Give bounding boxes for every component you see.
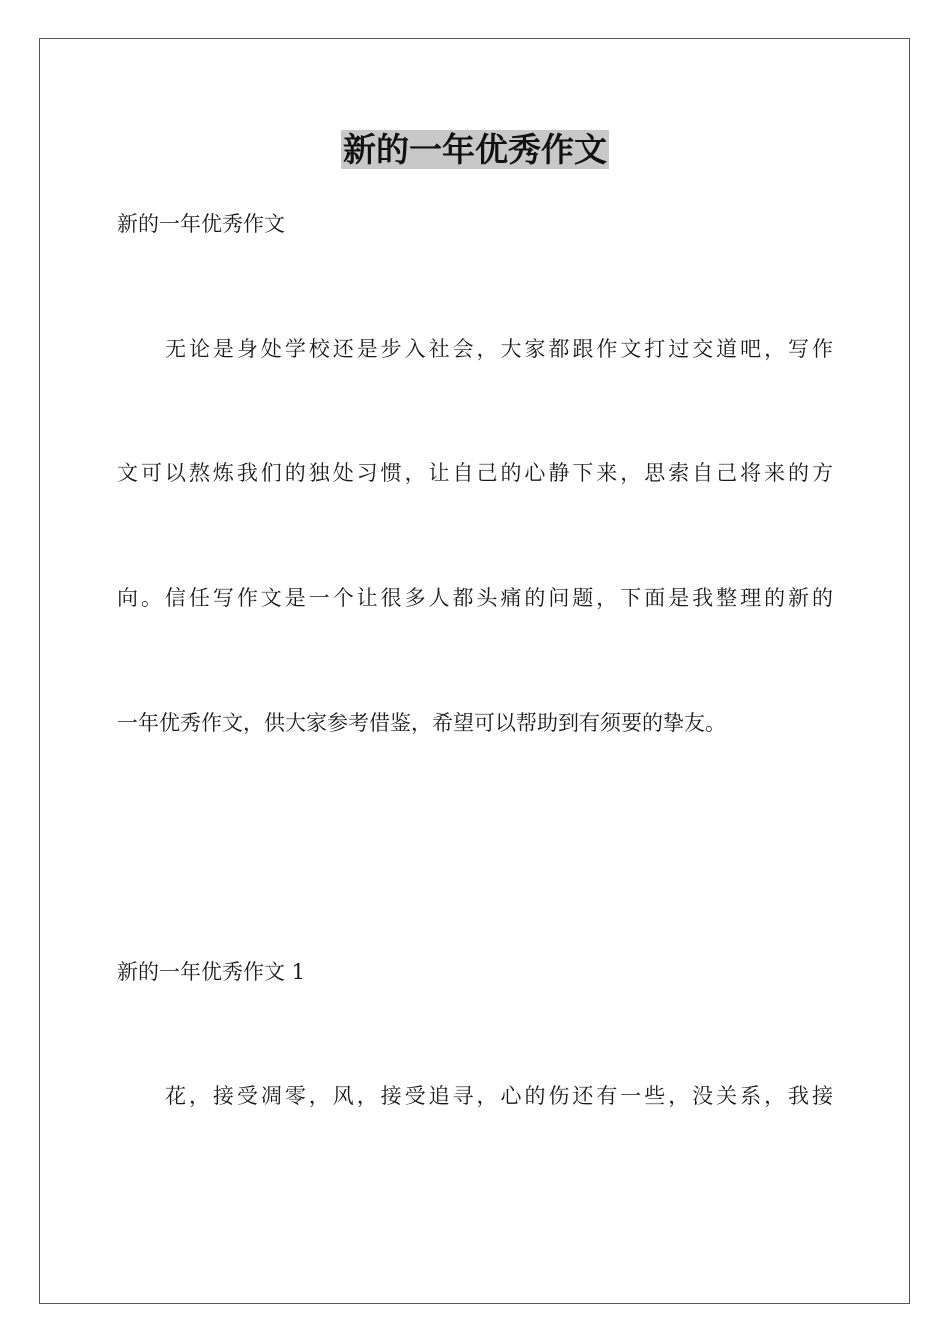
document-title-text: 新的一年优秀作文 (343, 130, 607, 169)
document-title (0, 126, 950, 174)
intro-paragraph-line-3: 向。信任写作文是一个让很多人都头痛的问题，下面是我整理的新的 (117, 586, 833, 610)
intro-paragraph-line-4: 一年优秀作文，供大家参考借鉴，希望可以帮助到有须要的挚友。 (117, 711, 726, 735)
section-paragraph-line-1: 花，接受凋零，风，接受追寻，心的伤还有一些，没关系，我接 (165, 1084, 833, 1108)
intro-paragraph-line-1: 无论是身处学校还是步入社会，大家都跟作文打过交道吧，写作 (165, 337, 833, 361)
section-heading: 新的一年优秀作文 1 (117, 960, 306, 984)
intro-paragraph-line-2: 文可以熬炼我们的独处习惯，让自己的心静下来，思索自己将来的方 (117, 461, 833, 485)
document-subtitle: 新的一年优秀作文 (117, 212, 285, 236)
